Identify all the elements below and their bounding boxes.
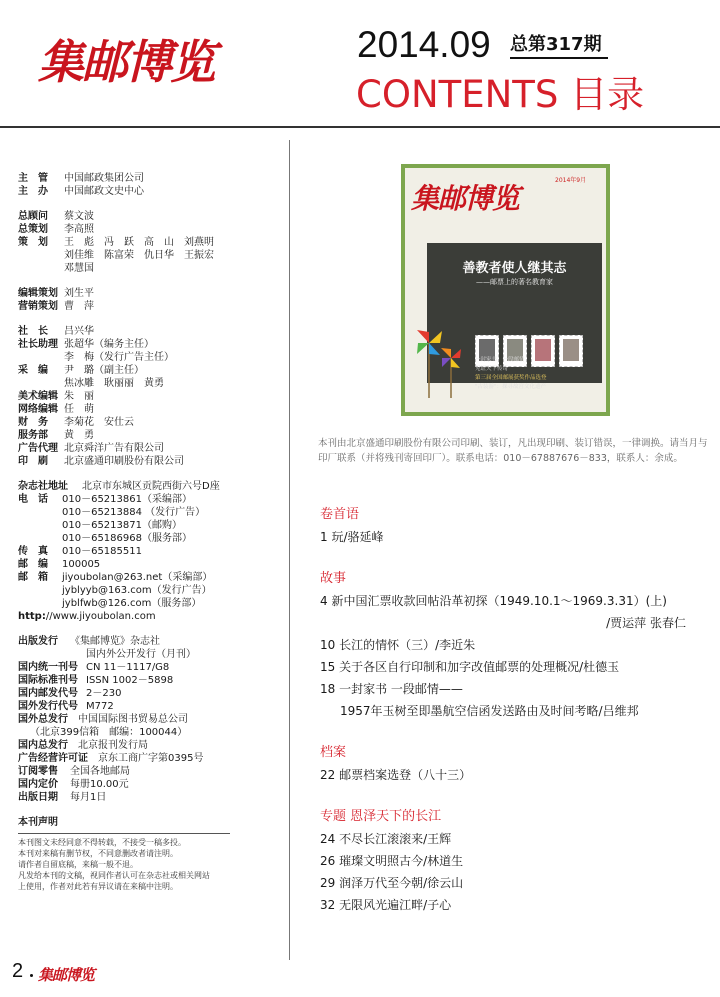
phone-value: 010－65213871（邮购） — [62, 520, 182, 531]
statement — [18, 816, 230, 892]
masthead-value: 全国各地邮局 — [70, 766, 130, 777]
masthead-row — [18, 635, 230, 648]
masthead-row — [18, 172, 230, 185]
toc-section — [320, 504, 710, 548]
masthead-value: 每册10.00元 — [70, 779, 129, 790]
masthead-label: 美术编辑 — [18, 391, 58, 402]
masthead-publication — [18, 635, 230, 804]
masthead-value: 北京盛通印刷股份有限公司 — [64, 456, 184, 467]
masthead-row — [18, 287, 230, 300]
page-number: 2 — [12, 960, 24, 982]
toc-entry[interactable]: 26 璀璨文明照古今/林道生 — [320, 854, 464, 868]
header-divider — [0, 126, 720, 128]
masthead-value: 王 彪 冯 跃 高 山 刘燕明 — [64, 237, 214, 248]
statement-line: 请作者自留底稿，来稿一般不退。 — [18, 860, 138, 869]
masthead-label: 社 长 — [18, 326, 48, 337]
masthead-value: M772 — [86, 701, 114, 712]
toc-section-title: 卷首语 — [320, 507, 360, 522]
cover-date: 2014年9月 — [555, 177, 587, 184]
masthead-label: 传 真 — [18, 546, 48, 557]
masthead-value-cont: 李 梅（发行广告主任） — [64, 352, 174, 363]
phone-value: 010－65213884 （发行广告） — [62, 507, 206, 518]
masthead-row — [18, 364, 230, 377]
email-value: jyblyyb@163.com（发行广告） — [62, 585, 212, 596]
masthead-label: 订阅零售 — [18, 766, 58, 777]
fax-value: 010－65185511 — [62, 546, 142, 557]
toc-entry[interactable]: 1 玩/骆延峰 — [320, 530, 384, 544]
cover-stamp — [559, 335, 583, 367]
masthead-value-cont: 邓慧国 — [64, 263, 94, 274]
masthead-value-cont: 焦冰雕 耿丽丽 黄勇 — [64, 378, 164, 389]
masthead-value: 任 萌 — [64, 404, 94, 415]
toc-entry[interactable]: 24 不尽长江滚滚来/王辉 — [320, 832, 452, 846]
masthead-row — [18, 545, 230, 558]
column-divider — [289, 140, 290, 960]
masthead-value: 蔡文波 — [64, 211, 94, 222]
toc-entry-authors: /贾运萍 张春仁 — [606, 616, 686, 630]
cover-image — [401, 164, 610, 416]
contents-title: CONTENTS 目录 — [356, 73, 645, 116]
address-value: 北京市东城区贡院西街六号D座 — [82, 481, 220, 492]
statement-divider — [18, 833, 230, 834]
masthead-row — [18, 661, 230, 674]
footer-logo — [38, 962, 98, 984]
masthead-label: 国内邮发代号 — [18, 688, 78, 699]
masthead-row — [18, 700, 230, 713]
phone-value: 010－65186968（服务部） — [62, 533, 192, 544]
toc-section — [320, 742, 710, 786]
masthead-value: 中国邮政文史中心 — [64, 186, 144, 197]
statement-line: 本刊图文未经同意不得转载，不接受一稿多投。 — [18, 838, 186, 847]
masthead-label: 邮 编 — [18, 559, 48, 570]
masthead-value: 刘生平 — [64, 288, 94, 299]
cover-logo — [411, 176, 531, 216]
masthead-label: 广告代理 — [18, 443, 58, 454]
masthead-row — [18, 739, 230, 752]
issue-number: 总第317期 — [510, 34, 602, 55]
cover-note-line: "古装游"：探寻故宫文化遗产 — [475, 384, 547, 390]
masthead-label: 出版发行 — [18, 636, 58, 647]
cover-note-line: 见证天下传奇 — [475, 366, 509, 372]
masthead-label: 总顾问 — [18, 211, 48, 222]
masthead-row — [18, 223, 230, 236]
masthead-label: 财 务 — [18, 417, 48, 428]
masthead-value: 朱 丽 — [64, 391, 94, 402]
masthead-value: 北京舜洋广告有限公司 — [64, 443, 164, 454]
masthead-row — [18, 493, 230, 506]
statement-line: 凡发给本刊的文稿，视同作者认可在杂志社或相关网站 — [18, 871, 210, 880]
masthead-row — [18, 674, 230, 687]
masthead-row — [18, 185, 230, 198]
masthead-value: 尹 璐（副主任） — [64, 365, 144, 376]
masthead-row — [18, 403, 230, 416]
masthead-value: 北京报刊发行局 — [78, 740, 148, 751]
masthead-row — [18, 571, 230, 584]
website-row — [18, 610, 230, 623]
masthead-label: 主 管 — [18, 173, 48, 184]
cover-subline: ——邮票上的著名教育家 — [476, 278, 553, 286]
masthead-value: 吕兴华 — [64, 326, 94, 337]
masthead — [18, 172, 230, 892]
printing-notice: 本刊由北京盛通印刷股份有限公司印刷、装订，凡出现印刷、装订错误，一律调换。请当月与印厂联系（并将残刊寄回印厂）。联系电话：010－67887676－833，联系人：余成。 — [318, 438, 708, 464]
masthead-value: 每月1日 — [70, 792, 107, 803]
masthead-value: 曹 萍 — [64, 301, 94, 312]
toc-entry[interactable]: 10 长江的情怀（三）/李近朱 — [320, 638, 476, 652]
cover-inner — [405, 168, 606, 412]
masthead-label: 营销策划 — [18, 301, 58, 312]
toc-section-title: 故事 — [320, 571, 347, 586]
masthead-row — [18, 558, 230, 571]
magazine-logo-text: 集邮博览 — [38, 35, 214, 89]
masthead-value: 张超华（编务主任） — [64, 339, 154, 350]
masthead-label: 国内统一刊号 — [18, 662, 78, 673]
masthead-label: 电 话 — [18, 494, 48, 505]
masthead-row — [18, 455, 230, 468]
masthead-row — [18, 480, 230, 493]
magazine-logo — [36, 22, 236, 94]
masthead-row — [18, 778, 230, 791]
masthead-value: 李高照 — [64, 224, 94, 235]
table-of-contents — [320, 504, 710, 936]
masthead-row — [18, 210, 230, 223]
masthead-row — [18, 791, 230, 804]
cover-logo-text: 集邮博览 — [411, 182, 520, 215]
toc-section — [320, 568, 710, 722]
masthead-label: 服务部 — [18, 430, 48, 441]
masthead-row — [18, 752, 230, 765]
page-dot — [30, 974, 33, 977]
masthead-row — [18, 416, 230, 429]
masthead-label: 网络编辑 — [18, 404, 58, 415]
masthead-value: 黄 勇 — [64, 430, 94, 441]
masthead-row — [18, 713, 230, 726]
toc-entry[interactable]: 32 无限风光遍江畔/子心 — [320, 898, 452, 912]
pinwheel-icon — [409, 318, 469, 398]
masthead-contact — [18, 480, 230, 623]
masthead-label: 国内定价 — [18, 779, 58, 790]
masthead-label: 广告经营许可证 — [18, 753, 88, 764]
masthead-label: 策 划 — [18, 237, 48, 248]
masthead-row — [18, 390, 230, 403]
toc-entry[interactable]: 4 新中国汇票收款回帖沿革初探（1949.10.1～1969.3.31）(上) — [320, 594, 667, 608]
phone-value: 010－65213861（采编部） — [62, 494, 192, 505]
toc-entry-continuation: 1957年玉树至即墨航空信函发送路由及时间考略/吕维邦 — [340, 704, 639, 718]
issue-underline — [510, 57, 608, 59]
masthead-editors — [18, 210, 230, 275]
masthead-label: 主 办 — [18, 186, 48, 197]
masthead-label: 杂志社地址 — [18, 481, 68, 492]
toc-entry[interactable]: 15 关于各区自行印制和加字改值邮票的处理概况/杜德玉 — [320, 660, 620, 674]
postcode-value: 100005 — [62, 559, 101, 570]
masthead-value: CN 11－1117/G8 — [86, 662, 170, 673]
masthead-row — [18, 442, 230, 455]
masthead-row — [18, 687, 230, 700]
masthead-label: 出版日期 — [18, 792, 58, 803]
toc-entry[interactable]: 29 润泽万代至今朝/徐云山 — [320, 876, 464, 890]
masthead-label: 社长助理 — [18, 339, 58, 350]
masthead-value: 京东工商广字第0395号 — [98, 753, 204, 764]
masthead-row — [18, 429, 230, 442]
masthead-label: 采 编 — [18, 365, 48, 376]
toc-section — [320, 806, 710, 916]
masthead-value-cont: （北京399信箱 邮编：100044） — [30, 727, 188, 738]
website-label: http: — [18, 611, 46, 622]
masthead-label: 国外发行代号 — [18, 701, 78, 712]
masthead-sponsors — [18, 172, 230, 198]
masthead-label: 国外总发行 — [18, 714, 68, 725]
toc-entry[interactable]: 18 一封家书 一段邮情—— — [320, 682, 463, 696]
masthead-row — [18, 236, 230, 249]
masthead-value-cont: 国内外公开发行（月刊） — [86, 649, 196, 660]
footer-logo-text: 集邮博览 — [38, 966, 95, 984]
masthead-value: 中国国际图书贸易总公司 — [78, 714, 188, 725]
masthead-staff — [18, 325, 230, 468]
masthead-label: 印 刷 — [18, 456, 48, 467]
statement-line: 上使用，作者对此若有异议请在来稿中注明。 — [18, 882, 178, 891]
masthead-label: 总策划 — [18, 224, 48, 235]
masthead-label: 国际标准刊号 — [18, 675, 78, 686]
toc-section-title: 专题 恩泽天下的长江 — [320, 809, 442, 824]
masthead-value: 2－230 — [86, 688, 122, 699]
masthead-row — [18, 300, 230, 313]
masthead-value: 《集邮博览》杂志社 — [70, 636, 160, 647]
masthead-value: 中国邮政集团公司 — [64, 173, 144, 184]
masthead-label: 编辑策划 — [18, 288, 58, 299]
cover-headline: 善教者使人继其志 — [462, 261, 567, 276]
masthead-row — [18, 338, 230, 351]
masthead-value: ISSN 1002－5898 — [86, 675, 174, 686]
cover-note-line: 第三届全国邮展获奖作品选登 — [475, 375, 547, 381]
masthead-row — [18, 765, 230, 778]
toc-entry[interactable]: 22 邮票档案选登（八十三） — [320, 768, 472, 782]
stamp-portrait — [563, 339, 579, 361]
statement-line: 本刊对来稿有删节权，不同意删改者请注明。 — [18, 849, 178, 858]
masthead-row — [18, 325, 230, 338]
masthead-value-cont: 刘佳维 陈富荣 仇日华 王振宏 — [64, 250, 214, 261]
email-value: jyblfwb@126.com（服务部） — [62, 598, 202, 609]
toc-section-title: 档案 — [320, 745, 347, 760]
statement-title: 本刊声明 — [18, 817, 58, 828]
masthead-value: 李菊花 安仕云 — [64, 417, 134, 428]
masthead-label: 邮 箱 — [18, 572, 48, 583]
masthead-label: 国内总发行 — [18, 740, 68, 751]
website-link[interactable]: //www.jiyoubolan.com — [45, 611, 156, 622]
cover-note-line: 一封家书 一段邮情 — [475, 357, 525, 363]
issue-date: 2014.09 — [357, 24, 491, 65]
masthead-planning — [18, 287, 230, 313]
cover-notes — [475, 356, 547, 392]
email-value: jiyoubolan@263.net（采编部） — [62, 572, 213, 583]
